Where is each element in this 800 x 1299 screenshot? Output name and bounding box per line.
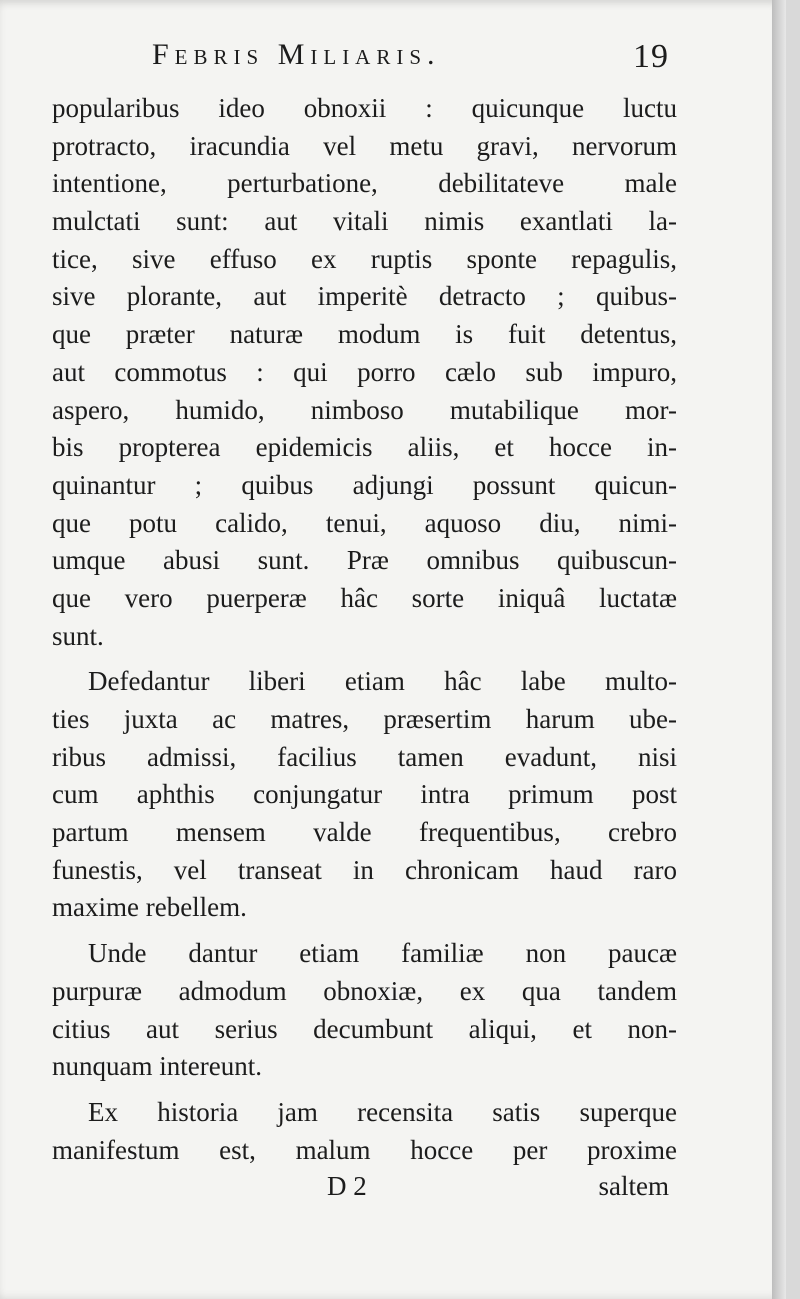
text-line: intentione, perturbatione, debilitateve male	[52, 168, 677, 199]
text-line: Ex historia jam recensita satis superque	[88, 1096, 677, 1127]
text-line: purpuræ admodum obnoxiæ, ex qua tandem	[52, 975, 677, 1006]
paragraph-gap	[52, 927, 677, 935]
text-block	[52, 38, 677, 1211]
page-number: 19	[633, 38, 669, 75]
text-line: sive plorante, aut imperitè detracto ; quibus-	[52, 281, 677, 312]
signature-mark: D 2	[327, 1171, 367, 1202]
text-line: protracto, iracundia vel metu gravi, nervorum	[52, 130, 677, 161]
text-line: popularibus ideo obnoxii : quicunque luctu	[52, 93, 677, 123]
page-footer	[52, 1171, 677, 1211]
running-title: Febris Miliaris.	[152, 38, 441, 71]
catchword: saltem	[598, 1171, 669, 1202]
text-line: que præter naturæ modum is fuit detentus,	[52, 319, 677, 350]
text-line: maxime rebellem.	[52, 892, 247, 923]
text-line: bis propterea epidemicis aliis, et hocce in-	[52, 432, 677, 463]
text-line: que potu calido, tenui, aquoso diu, nimi-	[52, 507, 677, 538]
page-edge-shadow	[772, 0, 786, 1299]
text-line: umque abusi sunt. Præ omnibus quibuscun-	[52, 545, 677, 576]
text-line: manifestum est, malum hocce per proxime	[52, 1134, 677, 1165]
paragraph	[52, 90, 677, 655]
page-header	[52, 38, 677, 90]
body-text	[52, 90, 677, 1169]
paragraph-gap	[52, 1086, 677, 1094]
text-line: Unde dantur etiam familiæ non paucæ	[88, 938, 677, 969]
text-line: que vero puerperæ hâc sorte iniquâ luctatæ	[52, 582, 677, 613]
text-line: aut commotus : qui porro cælo sub impuro,	[52, 356, 677, 387]
text-line: sunt.	[52, 620, 104, 651]
text-line: citius aut serius decumbunt aliqui, et non-	[52, 1013, 677, 1044]
paragraph-gap	[52, 655, 677, 663]
text-line: funestis, vel transeat in chronicam haud raro	[52, 854, 677, 885]
text-line: ribus admissi, facilius tamen evadunt, nisi	[52, 741, 677, 772]
text-line: mulctati sunt: aut vitali nimis exantlati la-	[52, 206, 677, 237]
text-line: partum mensem valde frequentibus, crebro	[52, 817, 677, 848]
text-line: Defedantur liberi etiam hâc labe multo-	[88, 666, 677, 697]
paragraph	[52, 1094, 677, 1169]
text-line: quinantur ; quibus adjungi possunt quicun-	[52, 469, 677, 500]
paragraph	[52, 935, 677, 1086]
text-line: aspero, humido, nimboso mutabilique mor-	[52, 394, 677, 425]
text-line: ties juxta ac matres, præsertim harum ube-	[52, 704, 677, 734]
text-line: tice, sive effuso ex ruptis sponte repagulis,	[52, 243, 677, 274]
text-line: cum aphthis conjungatur intra primum post	[52, 779, 677, 810]
paragraph	[52, 663, 677, 927]
text-line: nunquam intereunt.	[52, 1051, 262, 1082]
